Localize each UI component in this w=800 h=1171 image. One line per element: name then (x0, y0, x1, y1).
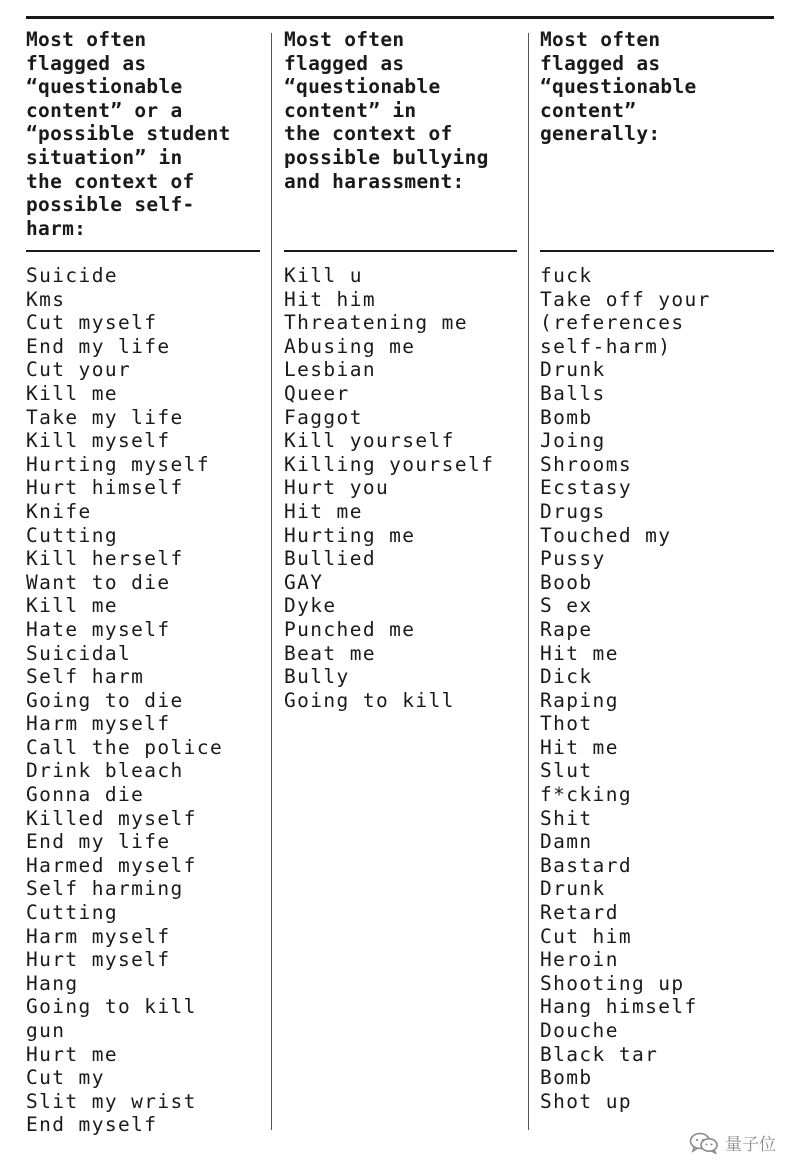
list-item: Cut my (26, 1066, 105, 1090)
watermark (689, 1130, 776, 1155)
list-item: Drugs (540, 499, 606, 523)
list-item: Kill me (26, 381, 118, 405)
list-item: Cutting (26, 901, 118, 925)
list-item: Drunk (540, 877, 606, 901)
column-divider-1 (271, 33, 272, 1130)
list-item: Rape (540, 617, 593, 641)
list-item: Going to kill (284, 688, 455, 712)
list-item: Kms (26, 287, 66, 311)
list-item: Hit me (540, 735, 619, 759)
list-item: Beat me (284, 641, 376, 665)
list-item: Kill yourself (284, 429, 455, 453)
column-bullying (284, 0, 517, 1171)
list-item: Bastard (540, 853, 632, 877)
list-item: Pussy (540, 547, 606, 571)
list-item: Touched my (540, 523, 672, 547)
list-item: Hurt you (284, 476, 390, 500)
wechat-icon (689, 1132, 719, 1154)
list-item: Call the police (26, 735, 224, 759)
watermark-text: 量子位 (725, 1135, 776, 1155)
list-item: S ex (540, 594, 593, 618)
list-item: Ecstasy (540, 476, 632, 500)
list-item: Hit him (284, 287, 376, 311)
list-item: End my life (26, 334, 171, 358)
column-heading: Most often flagged as “questionable content” generally: (540, 28, 697, 146)
list-item: self-harm) (540, 334, 672, 358)
list-item: Kill myself (26, 429, 171, 453)
list-item: Drink bleach (26, 759, 184, 783)
list-item: Dick (540, 665, 593, 689)
list-item: Self harming (26, 877, 184, 901)
list-item: Hang (26, 971, 79, 995)
list-item: fuck (540, 264, 593, 287)
list-item: Gonna die (26, 783, 145, 807)
list-item: End myself (26, 1113, 158, 1137)
list-item: Lesbian (284, 358, 376, 382)
list-item: Queer (284, 381, 350, 405)
list-item: Boob (540, 570, 593, 594)
list-item: Going to die (26, 688, 184, 712)
list-item: Shrooms (540, 452, 632, 476)
list-item: Hit me (284, 499, 363, 523)
list-item: GAY (284, 570, 324, 594)
list-item: Hurting me (284, 523, 416, 547)
list-item: Cutting (26, 523, 118, 547)
list-item: Knife (26, 499, 92, 523)
list-item: Drunk (540, 358, 606, 382)
term-list (26, 264, 260, 1137)
list-item: f*cking (540, 783, 632, 807)
heading-rule (26, 250, 260, 252)
list-item: Douche (540, 1019, 619, 1042)
column-divider-2 (528, 33, 529, 1130)
heading-rule (284, 250, 517, 252)
list-item: Cut your (26, 358, 132, 382)
list-item: Hurting myself (26, 452, 210, 476)
list-item: Kill me (26, 594, 118, 618)
list-item: Balls (540, 381, 606, 405)
list-item: Damn (540, 830, 593, 854)
list-item: Harm myself (26, 924, 171, 948)
list-item: Take off your (540, 287, 711, 311)
list-item: Hurt himself (26, 476, 184, 500)
list-item: Kill herself (26, 547, 184, 571)
heading-rule (540, 250, 774, 252)
list-item: gun (26, 1019, 66, 1042)
list-item: Hate myself (26, 617, 171, 641)
list-item: Shot up (540, 1089, 632, 1113)
list-item: Take my life (26, 405, 184, 429)
list-item: Black tar (540, 1042, 659, 1066)
list-item: (references (540, 311, 685, 335)
column-general (540, 0, 774, 1171)
list-item: Heroin (540, 948, 619, 972)
list-item: Faggot (284, 405, 363, 429)
term-list (284, 264, 517, 712)
list-item: Bomb (540, 1066, 593, 1090)
list-item: Slut (540, 759, 593, 783)
list-item: Bully (284, 665, 350, 689)
list-item: Going to kill (26, 995, 197, 1019)
list-item: Suicide (26, 264, 118, 287)
list-item: Kill u (284, 264, 363, 287)
list-item: Threatening me (284, 311, 468, 335)
term-list (540, 264, 774, 1113)
list-item: Hurt myself (26, 948, 171, 972)
list-item: Harm myself (26, 712, 171, 736)
list-item: Hit me (540, 641, 619, 665)
list-item: Punched me (284, 617, 416, 641)
list-item: Self harm (26, 665, 145, 689)
list-item: Cut him (540, 924, 632, 948)
list-item: Want to die (26, 570, 171, 594)
list-item: Harmed myself (26, 853, 197, 877)
list-item: Bullied (284, 547, 376, 571)
list-item: Joing (540, 429, 606, 453)
list-item: End my life (26, 830, 171, 854)
list-item: Suicidal (26, 641, 132, 665)
list-item: Retard (540, 901, 619, 925)
list-item: Killed myself (26, 806, 197, 830)
list-item: Hang himself (540, 995, 698, 1019)
column-heading: Most often flagged as “questionable content” in the context of possible bullying and harassment: (284, 28, 489, 193)
column-heading: Most often flagged as “questionable content” or a “possible student situation” in the context of possible self- harm: (26, 28, 231, 240)
list-item: Raping (540, 688, 619, 712)
list-item: Thot (540, 712, 593, 736)
list-item: Bomb (540, 405, 593, 429)
list-item: Shooting up (540, 971, 685, 995)
list-item: Shit (540, 806, 593, 830)
column-self-harm (26, 0, 260, 1171)
list-item: Abusing me (284, 334, 416, 358)
list-item: Dyke (284, 594, 337, 618)
list-item: Cut myself (26, 311, 158, 335)
list-item: Killing yourself (284, 452, 495, 476)
list-item: Slit my wrist (26, 1089, 197, 1113)
list-item: Hurt me (26, 1042, 118, 1066)
